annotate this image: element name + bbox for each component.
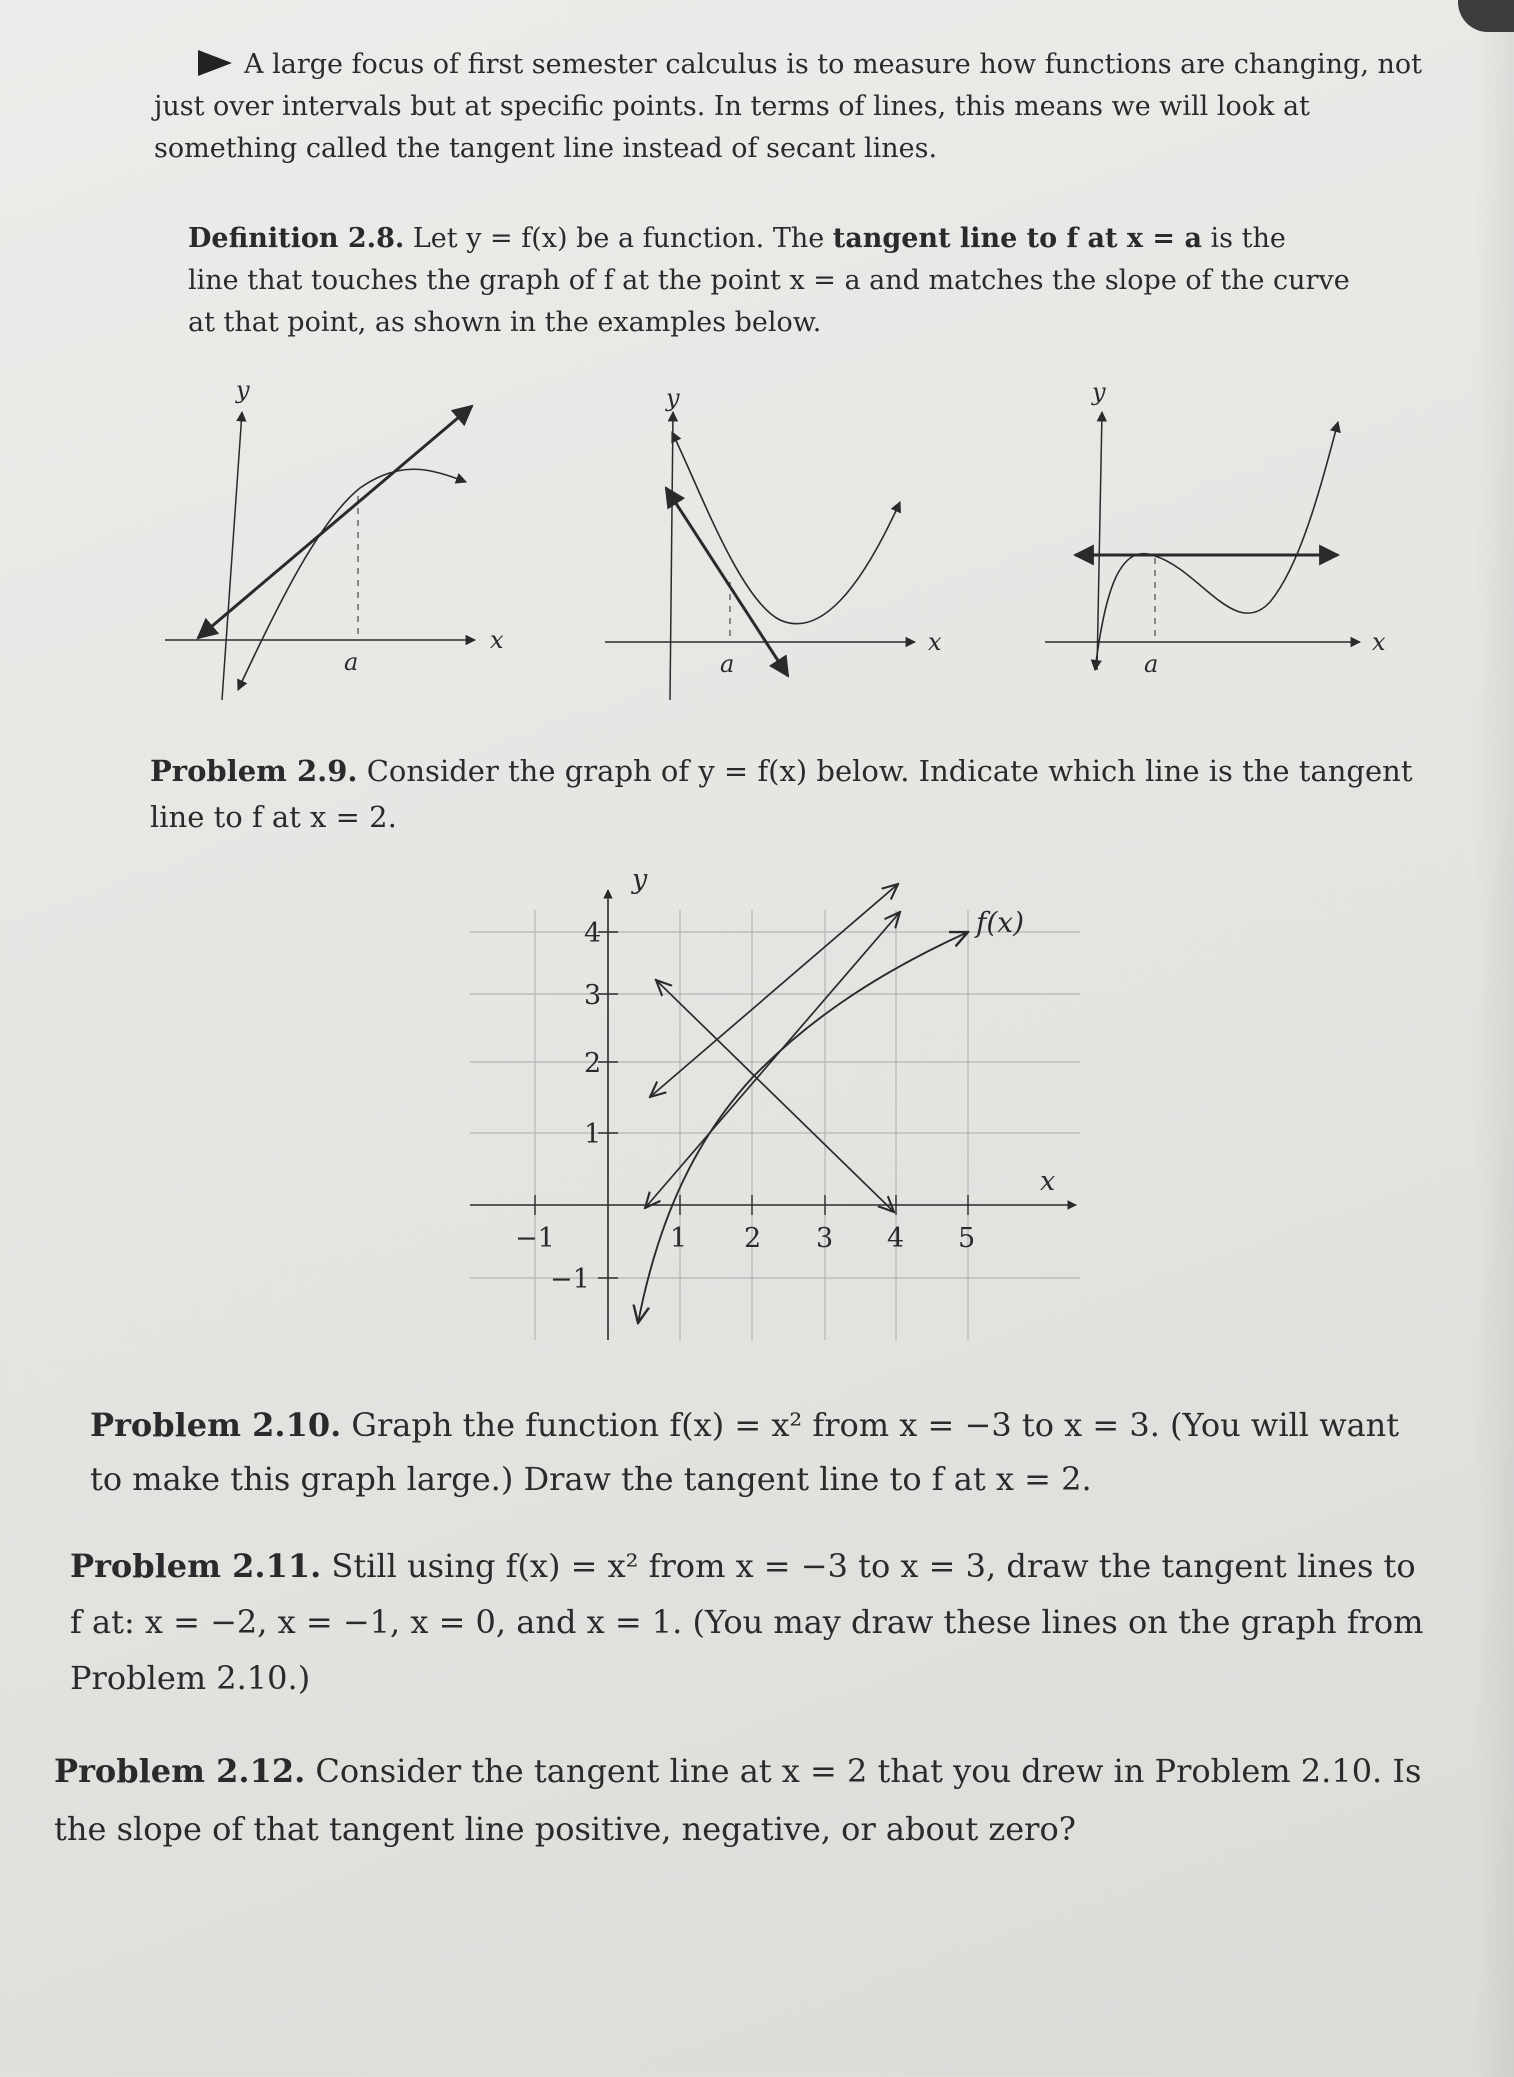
example-2-y-axis: [670, 412, 673, 700]
graph-x-label: x: [1040, 1166, 1056, 1197]
problem-2-11-line-3: Problem 2.10.): [70, 1659, 311, 1697]
problem-2-11-label: Problem 2.11.: [70, 1547, 322, 1585]
problem-2-10-line-2: to make this graph large.) Draw the tangent line to f at x = 2.: [90, 1460, 1092, 1498]
intro-line-2: just over intervals but at specific points. In terms of lines, this means we will look at: [154, 91, 1310, 122]
problem-2-9-graph: [0, 850, 1514, 1350]
example-1-y-axis: [222, 412, 242, 700]
y-tick-label: 1: [584, 1119, 602, 1150]
problem-2-10-line-1: Problem 2.10. Graph the function f(x) = x² from x = −3 to x = 3. (You will want: [90, 1406, 1400, 1444]
example-3-y-label: y: [1092, 378, 1106, 406]
bullet-triangle-icon: [198, 50, 232, 76]
example-3-curve: [1095, 422, 1338, 670]
definition-2-8: [188, 218, 1408, 344]
example-2-a-label: a: [720, 650, 735, 678]
intro-line-3: something called the tangent line instead of secant lines.: [154, 133, 938, 164]
y-tick-label: −1: [550, 1264, 590, 1295]
x-tick-label: 3: [816, 1223, 834, 1254]
function-curve: [638, 932, 968, 1323]
tangent-examples-figure: [0, 370, 1514, 710]
x-tick-label: 1: [670, 1223, 688, 1254]
problem-2-9-label: Problem 2.9.: [150, 754, 358, 788]
problem-2-9-line-2: line to f at x = 2.: [150, 800, 397, 834]
problem-2-10: [90, 1398, 1470, 1506]
definition-label: Definition 2.8.: [188, 223, 405, 254]
x-tick-label: 5: [958, 1223, 976, 1254]
example-3-x-label: x: [1372, 628, 1386, 656]
y-tick-label: 4: [584, 918, 602, 949]
x-tick-label: 4: [887, 1223, 905, 1254]
example-1-x-label: x: [490, 626, 504, 654]
problem-2-12-label: Problem 2.12.: [54, 1752, 306, 1790]
problem-2-10-label: Problem 2.10.: [90, 1406, 342, 1444]
intro-line-1: A large focus of first semester calculus is to measure how functions are changing, not: [198, 44, 1398, 86]
definition-line-1: Definition 2.8. Let y = f(x) be a function. The tangent line to f at x = a is the: [188, 223, 1286, 254]
definition-line-3: at that point, as shown in the examples below.: [188, 307, 822, 338]
problem-2-11-line-1: Problem 2.11. Still using f(x) = x² from x = −3 to x = 3, draw the tangent lines to: [70, 1547, 1416, 1585]
problem-2-12: [54, 1742, 1474, 1858]
graph-y-label: y: [632, 864, 648, 895]
example-2-y-label: y: [666, 384, 680, 412]
problem-2-12-line-1: Problem 2.12. Consider the tangent line at x = 2 that you drew in Problem 2.10. Is: [54, 1752, 1422, 1790]
definition-term: tangent line to f at x = a: [832, 223, 1202, 254]
example-1-graph: [165, 376, 504, 700]
candidate-line-decreasing: [656, 980, 894, 1212]
problem-2-9-line-1: Problem 2.9. Consider the graph of y = f(x) below. Indicate which line is the tangent: [150, 754, 1413, 788]
binder-clip: [1458, 0, 1514, 32]
x-tick-label: 2: [744, 1223, 762, 1254]
y-tick-label: 2: [584, 1048, 602, 1079]
example-1-a-label: a: [344, 648, 359, 676]
example-2-tangent-line: [666, 488, 788, 676]
example-2-graph: [605, 384, 942, 700]
curve-label: f(x): [976, 906, 1025, 939]
example-3-graph: [1045, 378, 1386, 678]
example-1-y-label: y: [236, 376, 250, 404]
problem-2-11-line-2: f at: x = −2, x = −1, x = 0, and x = 1. (You may draw these lines on the graph from: [70, 1603, 1424, 1641]
definition-line-2: line that touches the graph of f at the point x = a and matches the slope of the curve: [188, 265, 1350, 296]
y-tick-label: 3: [584, 980, 602, 1011]
problem-2-12-line-2: the slope of that tangent line positive, negative, or about zero?: [54, 1810, 1076, 1848]
candidate-line-tangent: [645, 912, 900, 1208]
problem-2-9: [150, 748, 1420, 840]
example-2-curve: [672, 432, 900, 624]
example-1-tangent-line: [198, 406, 472, 638]
x-tick-label: −1: [515, 1223, 555, 1254]
example-3-a-label: a: [1144, 650, 1159, 678]
problem-2-11: [70, 1538, 1470, 1706]
intro-paragraph: [154, 44, 1422, 170]
example-2-x-label: x: [928, 628, 942, 656]
